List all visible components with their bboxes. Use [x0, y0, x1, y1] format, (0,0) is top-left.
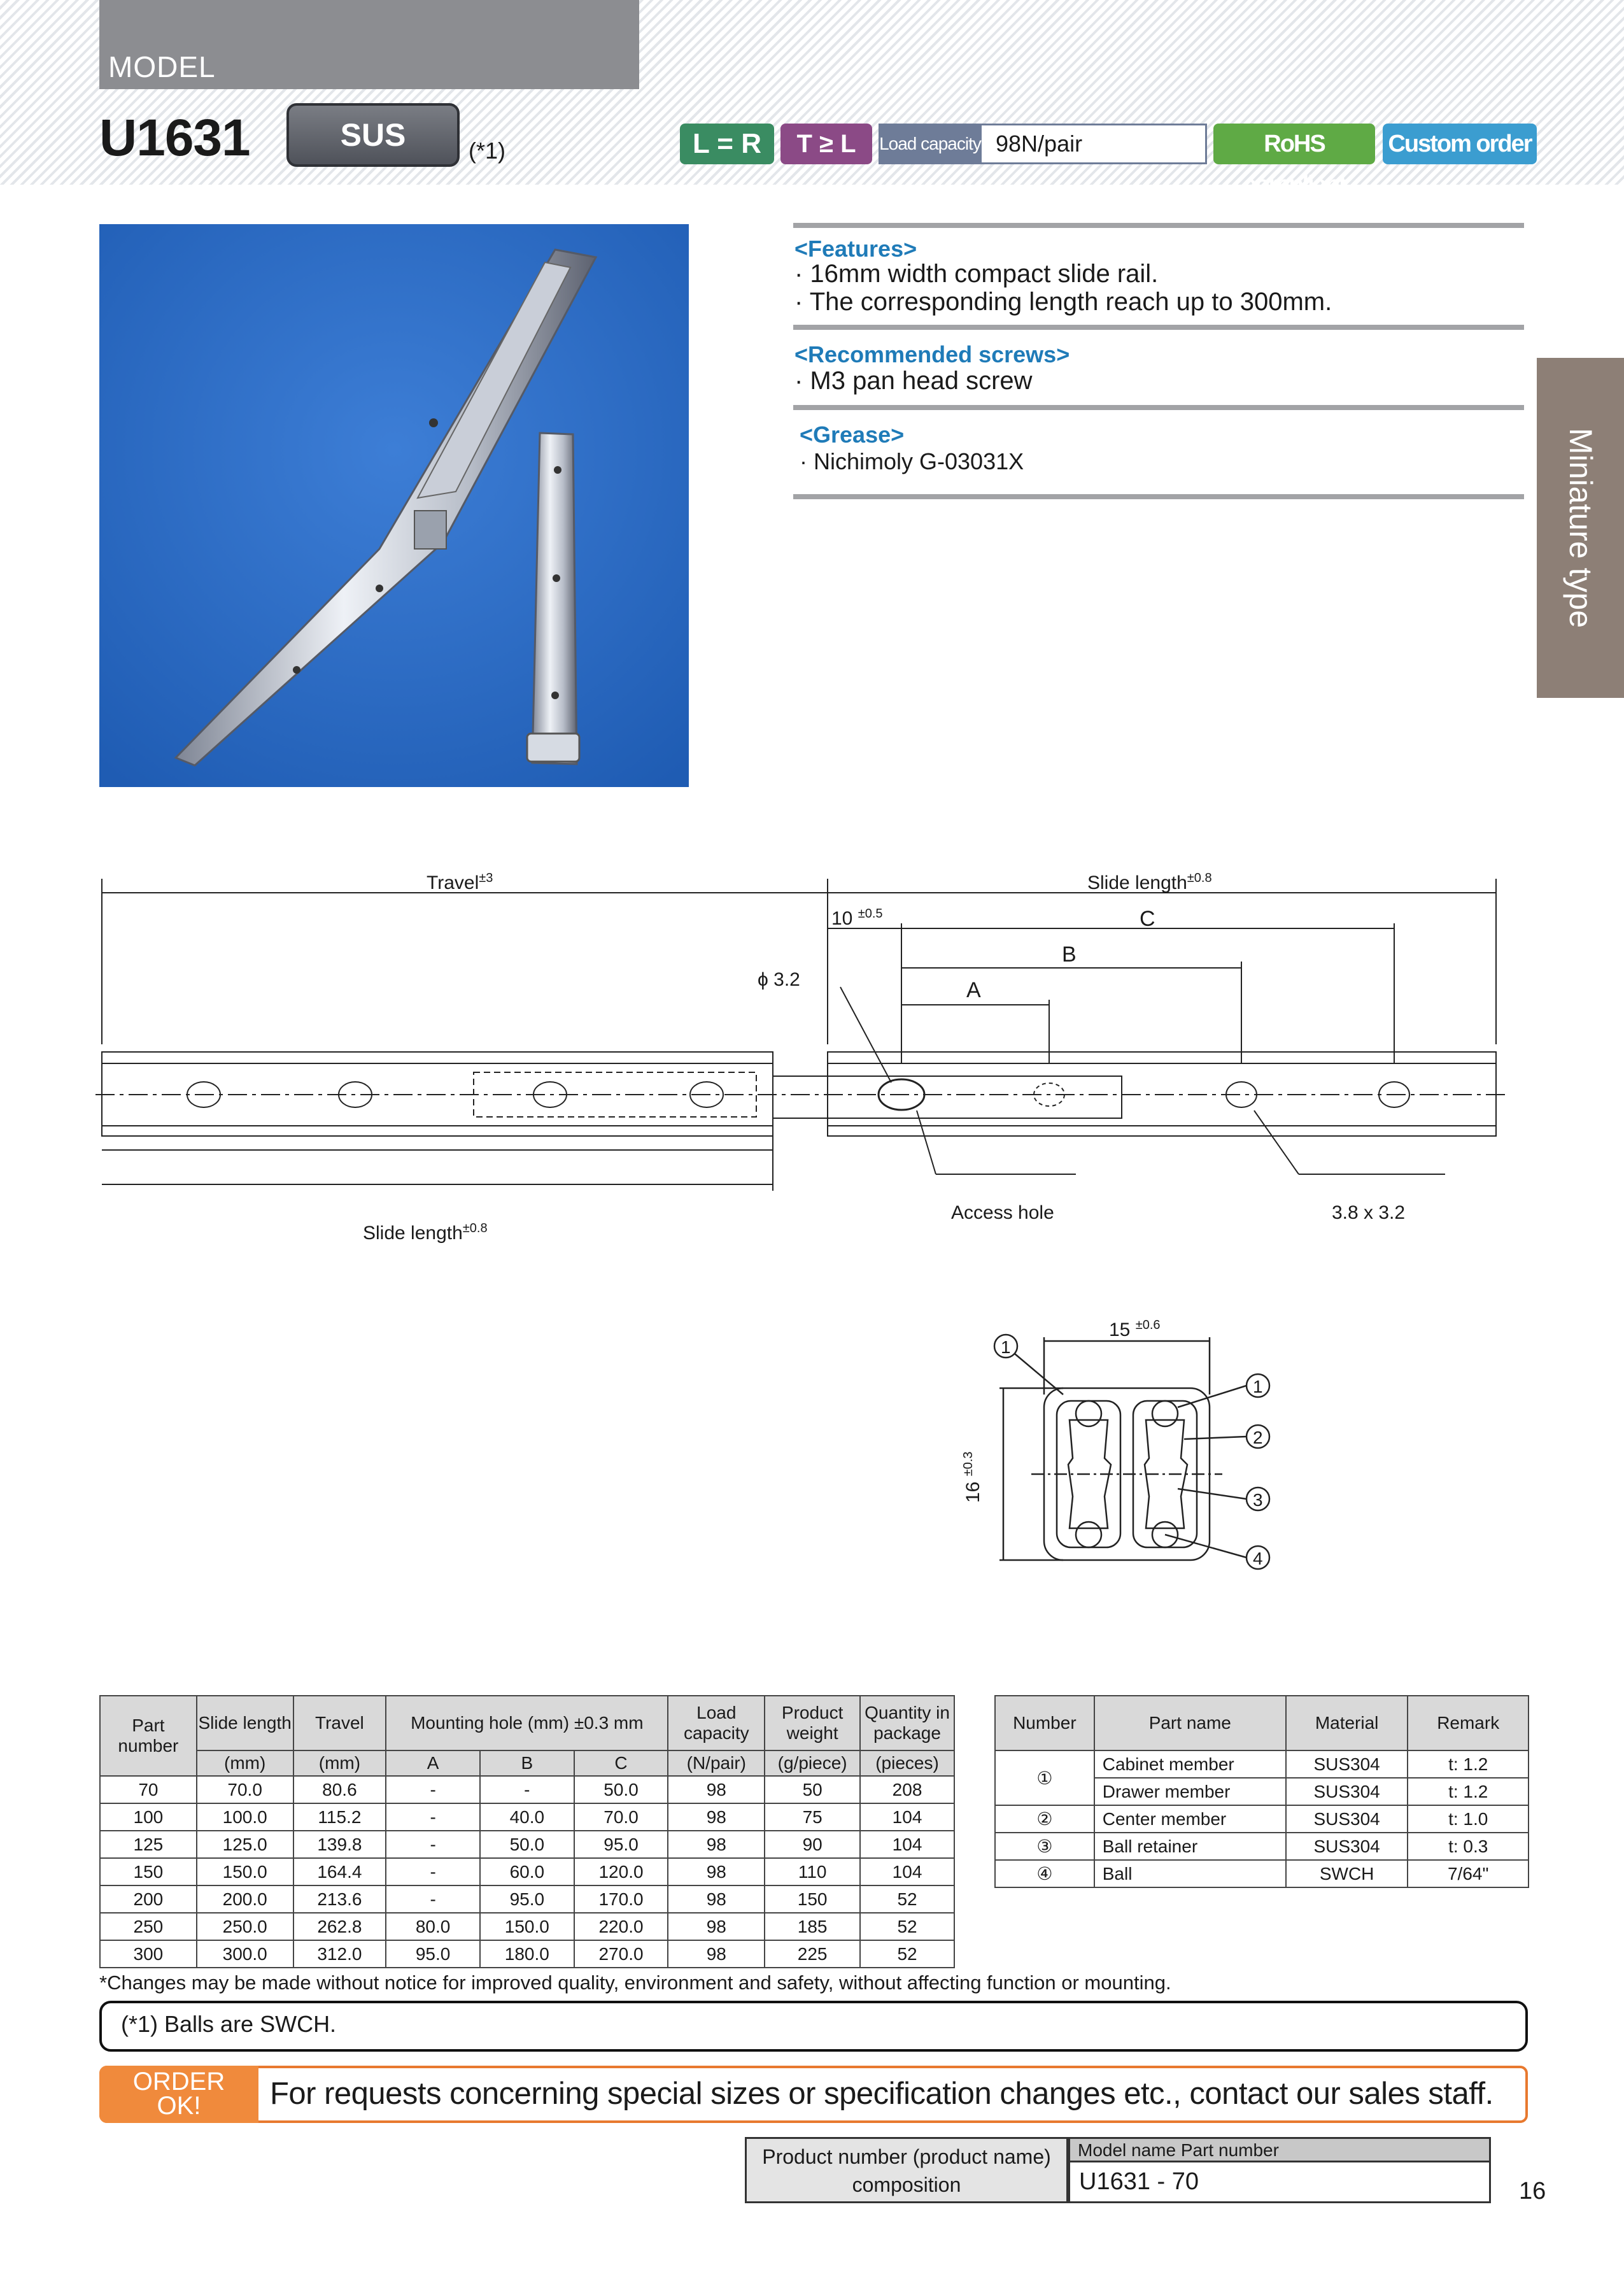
header-weight: Product weight	[765, 1696, 860, 1750]
parts-material: SUS304	[1286, 1750, 1408, 1778]
parts-name: Cabinet member	[1094, 1750, 1286, 1778]
spec-cell: 104	[860, 1803, 954, 1831]
spec-cell: 70	[100, 1776, 197, 1803]
dim-height: 16 $^{\pm 0.3}$	[961, 1451, 984, 1503]
spec-cell: 75	[765, 1803, 860, 1831]
spec-cell: 150	[765, 1885, 860, 1913]
parts-material: SUS304	[1286, 1805, 1408, 1833]
callout-1b: 1	[1253, 1377, 1263, 1396]
unit-load: (N/pair)	[668, 1750, 765, 1776]
parts-number: ①	[995, 1750, 1094, 1805]
part-number-value: U1631 - 70	[1068, 2162, 1491, 2203]
spec-cell: 220.0	[574, 1913, 668, 1940]
parts-name: Ball retainer	[1094, 1833, 1286, 1860]
product-photo	[99, 224, 689, 787]
spec-cell: 213.6	[293, 1885, 386, 1913]
parts-remark: t: 1.2	[1408, 1750, 1529, 1778]
parts-header-remark: Remark	[1408, 1696, 1529, 1750]
spec-cell: 95.0	[386, 1940, 480, 1968]
spec-cell: 185	[765, 1913, 860, 1940]
dim-hole-dia: ϕ 3.2	[758, 969, 800, 990]
callout-4: 4	[1253, 1549, 1263, 1568]
spec-cell: 98	[668, 1885, 765, 1913]
access-hole-label: Access hole	[951, 1202, 1054, 1223]
spec-cell: 60.0	[480, 1858, 574, 1885]
unit-slide: (mm)	[197, 1750, 293, 1776]
dim-slide-length-bottom: Slide length$^{\pm 0.8}$	[363, 1221, 488, 1244]
category-tab-label: Miniature type	[1562, 427, 1599, 628]
spec-cell: -	[386, 1858, 480, 1885]
spec-cell: 100.0	[197, 1803, 293, 1831]
spec-cell: 52	[860, 1913, 954, 1940]
spec-cell: -	[480, 1776, 574, 1803]
spec-row	[100, 1940, 954, 1968]
parts-number: ②	[995, 1805, 1094, 1833]
spec-cell: 250	[100, 1913, 197, 1940]
parts-name: Ball	[1094, 1860, 1286, 1887]
load-capacity-label: Load capacity	[879, 124, 982, 164]
spec-cell: 98	[668, 1776, 765, 1803]
spec-cell: 200.0	[197, 1885, 293, 1913]
spec-cell: 150.0	[480, 1913, 574, 1940]
callout-2: 2	[1253, 1428, 1263, 1447]
grease-item: · Nichimoly G-03031X	[800, 448, 1024, 474]
spec-cell: 164.4	[293, 1858, 386, 1885]
spec-cell: -	[386, 1776, 480, 1803]
spec-cell: 95.0	[574, 1831, 668, 1858]
spec-row	[100, 1831, 954, 1858]
parts-remark: t: 1.0	[1408, 1805, 1529, 1833]
spec-cell: -	[386, 1831, 480, 1858]
part-number-label: Product number (product name) composition	[745, 2137, 1068, 2203]
spec-cell: 150.0	[197, 1858, 293, 1885]
unit-b: B	[480, 1750, 574, 1776]
grease-title: <Grease>	[800, 422, 905, 448]
order-ok-badge: ORDER OK!	[99, 2066, 258, 2123]
dim-width: 15 $^{\pm 0.6}$	[1109, 1318, 1161, 1340]
spec-cell: 180.0	[480, 1940, 574, 1968]
spec-cell: 90	[765, 1831, 860, 1858]
spec-cell: -	[386, 1803, 480, 1831]
spec-cell: 300.0	[197, 1940, 293, 1968]
spec-cell: 50	[765, 1776, 860, 1803]
unit-travel: (mm)	[293, 1750, 386, 1776]
chip-l-equals-r: L = R	[680, 124, 774, 164]
header-part-number: Part number	[100, 1696, 197, 1776]
screws-rule	[793, 405, 1524, 410]
spec-cell: 125	[100, 1831, 197, 1858]
dim-slide-length: Slide length$^{\pm 0.8}$	[1087, 871, 1212, 893]
dim-travel: Travel$^{\pm 3}$	[427, 871, 493, 893]
spec-cell: 50.0	[574, 1776, 668, 1803]
part-number-head: Model name Part number	[1068, 2137, 1491, 2162]
dim-a: A	[966, 978, 981, 1002]
parts-number: ③	[995, 1833, 1094, 1860]
spec-cell: 50.0	[480, 1831, 574, 1858]
model-code: U1631	[99, 109, 250, 167]
parts-table	[994, 1695, 1529, 1888]
screws-title: <Recommended screws>	[794, 341, 1070, 367]
parts-remark: t: 1.2	[1408, 1778, 1529, 1805]
parts-header-name: Part name	[1094, 1696, 1286, 1750]
unit-weight: (g/piece)	[765, 1750, 860, 1776]
spec-cell: 40.0	[480, 1803, 574, 1831]
spec-cell: 139.8	[293, 1831, 386, 1858]
parts-material: SWCH	[1286, 1860, 1408, 1887]
spec-cell: 115.2	[293, 1803, 386, 1831]
parts-name: Drawer member	[1094, 1778, 1286, 1805]
spec-cell: 95.0	[480, 1885, 574, 1913]
spec-cell: 262.8	[293, 1913, 386, 1940]
header-quantity: Quantity in package	[860, 1696, 954, 1750]
spec-cell: 200	[100, 1885, 197, 1913]
header-load: Load capacity	[668, 1696, 765, 1750]
callout-3: 3	[1253, 1490, 1263, 1510]
material-badge: SUS	[286, 103, 460, 167]
spec-cell: 98	[668, 1803, 765, 1831]
section-view-drawing	[968, 1312, 1299, 1586]
callout-1a: 1	[1001, 1337, 1011, 1357]
spec-cell: 120.0	[574, 1858, 668, 1885]
spec-cell: -	[386, 1885, 480, 1913]
unit-qty: (pieces)	[860, 1750, 954, 1776]
page-number: 16	[1519, 2178, 1546, 2204]
spec-cell: 125.0	[197, 1831, 293, 1858]
header-slide-length: Slide length	[197, 1696, 293, 1750]
unit-a: A	[386, 1750, 480, 1776]
spec-cell: 250.0	[197, 1913, 293, 1940]
slot-label: 3.8 x 3.2	[1332, 1202, 1406, 1223]
grease-rule	[793, 494, 1524, 499]
spec-cell: 70.0	[574, 1803, 668, 1831]
feature-item: · The corresponding length reach up to 300mm.	[794, 288, 1332, 316]
spec-cell: 80.0	[386, 1913, 480, 1940]
spec-cell: 270.0	[574, 1940, 668, 1968]
changes-note: *Changes may be made without notice for improved quality, environment and safety, without affecting function or mounting.	[99, 1971, 1171, 1994]
dim-c: C	[1140, 907, 1155, 931]
spec-cell: 98	[668, 1831, 765, 1858]
features-title: <Features>	[794, 236, 917, 262]
unit-c: C	[574, 1750, 668, 1776]
spec-cell: 104	[860, 1831, 954, 1858]
spec-cell: 98	[668, 1913, 765, 1940]
header-travel: Travel	[293, 1696, 386, 1750]
spec-cell: 52	[860, 1885, 954, 1913]
parts-material: SUS304	[1286, 1778, 1408, 1805]
load-capacity-value: 98N/pair	[996, 131, 1083, 157]
spec-cell: 150	[100, 1858, 197, 1885]
spec-table	[99, 1695, 955, 1968]
parts-name: Center member	[1094, 1805, 1286, 1833]
spec-row	[100, 1776, 954, 1803]
order-text: For requests concerning special sizes or specification changes etc., contact our sales staff.	[270, 2077, 1493, 2111]
spec-cell: 225	[765, 1940, 860, 1968]
spec-cell: 52	[860, 1940, 954, 1968]
spec-cell: 100	[100, 1803, 197, 1831]
spec-cell: 170.0	[574, 1885, 668, 1913]
spec-cell: 110	[765, 1858, 860, 1885]
rohs-badge: RoHS compliant	[1213, 124, 1375, 164]
spec-cell: 70.0	[197, 1776, 293, 1803]
spec-cell: 312.0	[293, 1940, 386, 1968]
balls-note: (*1) Balls are SWCH.	[121, 2011, 337, 2037]
dim-ten: 10 $^{\pm 0.5}$	[831, 907, 883, 929]
spec-cell: 80.6	[293, 1776, 386, 1803]
spec-row	[100, 1858, 954, 1885]
spec-cell: 208	[860, 1776, 954, 1803]
spec-row	[100, 1885, 954, 1913]
features-rule-bottom	[793, 325, 1524, 330]
spec-cell: 98	[668, 1858, 765, 1885]
custom-order-badge: Custom order	[1383, 124, 1537, 164]
feature-item: · 16mm width compact slide rail.	[794, 260, 1159, 288]
spec-cell: 300	[100, 1940, 197, 1968]
spec-row	[100, 1803, 954, 1831]
model-label: MODEL	[108, 50, 216, 83]
material-note: (*1)	[469, 138, 506, 164]
spec-cell: 104	[860, 1858, 954, 1885]
parts-remark: t: 0.3	[1408, 1833, 1529, 1860]
dim-b: B	[1062, 942, 1077, 967]
parts-number: ④	[995, 1860, 1094, 1887]
features-rule-top	[793, 223, 1524, 228]
parts-material: SUS304	[1286, 1833, 1408, 1860]
parts-remark: 7/64"	[1408, 1860, 1529, 1887]
parts-header-number: Number	[995, 1696, 1094, 1750]
header-mounting-hole: Mounting hole (mm) ±0.3 mm	[386, 1696, 668, 1750]
spec-cell: 98	[668, 1940, 765, 1968]
chip-t-ge-l: T ≥ L	[780, 124, 872, 164]
screw-item: · M3 pan head screw	[794, 367, 1033, 395]
spec-row	[100, 1913, 954, 1940]
parts-header-material: Material	[1286, 1696, 1408, 1750]
